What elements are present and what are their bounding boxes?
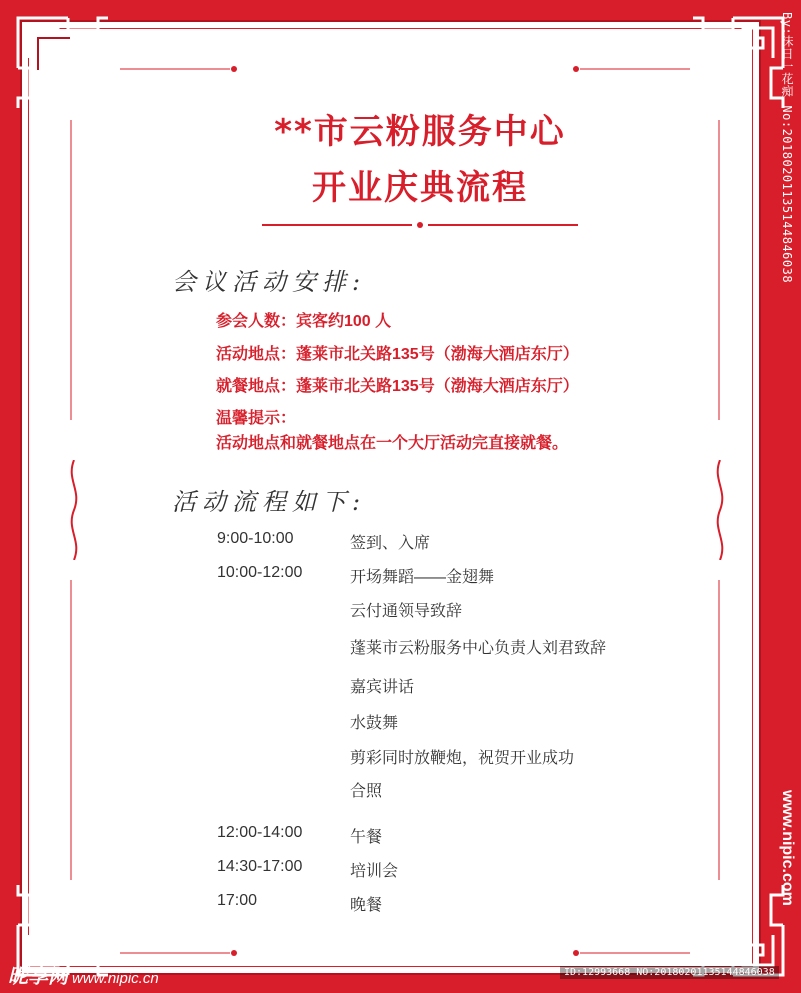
- side-site-watermark: www.nipic.com: [779, 790, 796, 906]
- attendee-count: 参会人数：宾客约100 人: [216, 313, 392, 330]
- dining-location: 就餐地点：蓬莱市北关路135号（渤海大酒店东厅）: [216, 378, 579, 395]
- schedule-item: 水鼓舞: [350, 715, 399, 732]
- schedule-time: 12:00-14:00: [217, 824, 303, 841]
- tip-label: 温馨提示：: [216, 410, 297, 427]
- site-logo-text: 昵享网: [8, 966, 68, 988]
- flourish-line-icon: [570, 948, 690, 958]
- schedule-item: 嘉宾讲话: [350, 679, 415, 696]
- image-id-watermark: ID:12993668 NO:20180201135144846038: [560, 966, 779, 979]
- site-logo-url: www.nipic.cn: [72, 970, 159, 987]
- schedule-time: 9:00-10:00: [217, 530, 294, 547]
- page-title-line1: **市云粉服务中心: [274, 112, 566, 152]
- flourish-ornament-icon: [712, 460, 728, 560]
- flourish-line-icon: [714, 580, 724, 880]
- schedule-item: 午餐: [350, 829, 383, 846]
- flourish-line-icon: [120, 948, 240, 958]
- schedule-item: 晚餐: [350, 897, 383, 914]
- event-location: 活动地点：蓬莱市北关路135号（渤海大酒店东厅）: [216, 346, 579, 363]
- flourish-line-icon: [66, 580, 76, 880]
- flourish-line-icon: [66, 120, 76, 420]
- flourish-line-icon: [570, 64, 690, 74]
- schedule-item: 培训会: [350, 863, 399, 880]
- tip-text: 活动地点和就餐地点在一个大厅活动完直接就餐。: [216, 435, 569, 452]
- corner-ornament-icon: [8, 8, 118, 118]
- schedule-item: 合照: [350, 783, 383, 800]
- schedule-item: 蓬莱市云粉服务中心负责人刘君致辞: [350, 640, 607, 657]
- site-logo: [8, 960, 159, 989]
- schedule-item: 云付通领导致辞: [350, 603, 463, 620]
- schedule-time: 17:00: [217, 892, 258, 909]
- flourish-line-icon: [120, 64, 240, 74]
- flourish-ornament-icon: [66, 460, 82, 560]
- schedule-item: 签到、入席: [350, 535, 431, 552]
- schedule-item: 剪彩同时放鞭炮，祝贺开业成功: [350, 750, 575, 767]
- flourish-line-icon: [714, 120, 724, 420]
- schedule-time: 10:00-12:00: [217, 564, 303, 581]
- meeting-heading: 会议活动安排:: [172, 268, 367, 296]
- schedule-item: 开场舞蹈——金翅舞: [350, 569, 495, 586]
- schedule-time: 14:30-17:00: [217, 858, 303, 875]
- page-title-line2: 开业庆典流程: [312, 168, 528, 208]
- schedule-heading: 活动流程如下:: [172, 488, 367, 516]
- title-divider-icon: [262, 213, 578, 219]
- side-watermark: By:沫日一花痴 No:20180201135144846038: [780, 12, 794, 284]
